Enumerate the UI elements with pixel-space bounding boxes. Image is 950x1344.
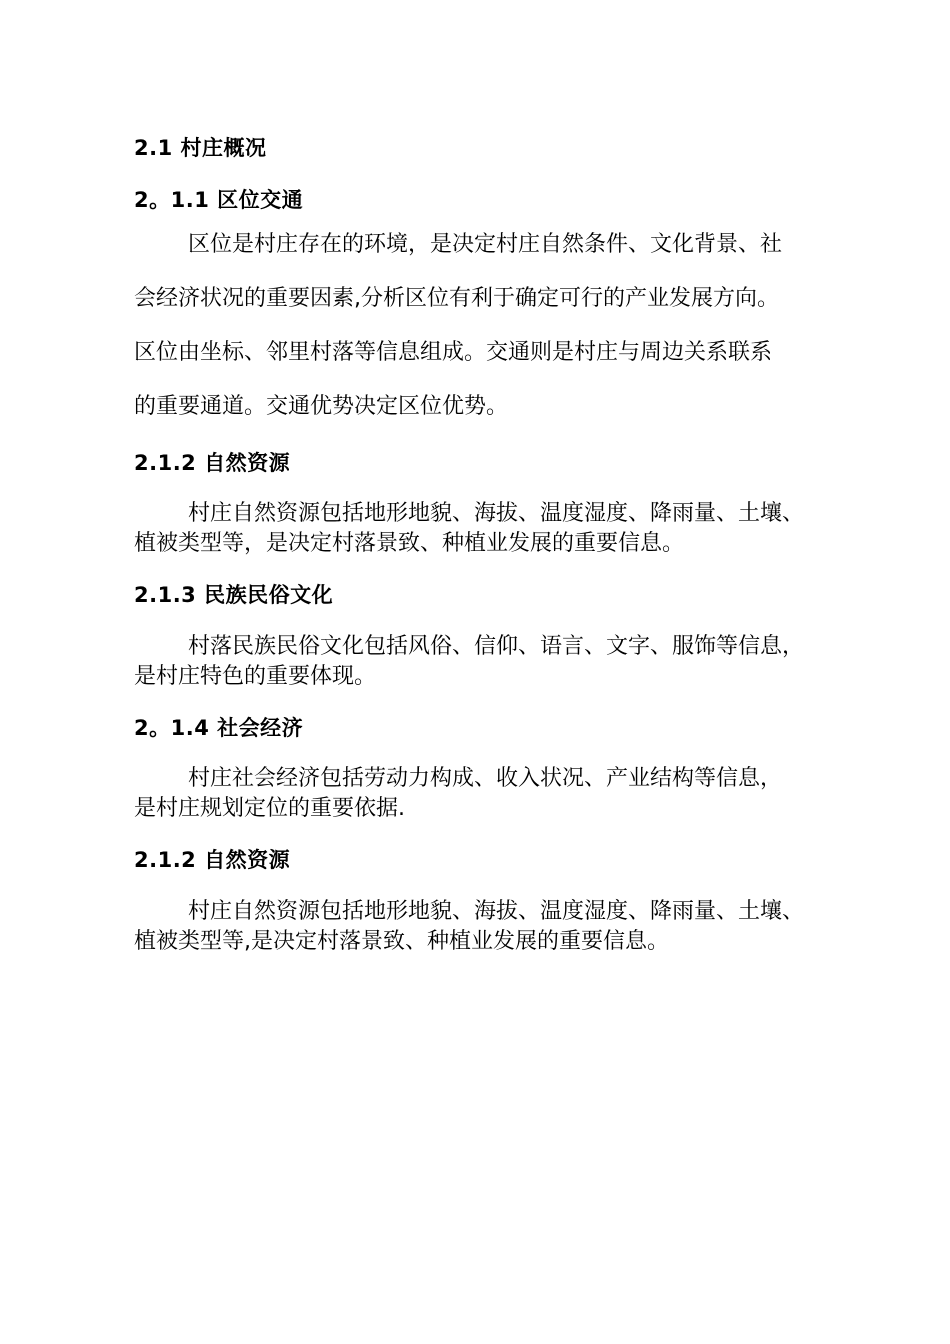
- paragraph: [134, 897, 874, 957]
- paragraph-line: 村庄社会经济包括劳动力构成、收入状况、产业结构等信息，: [188, 766, 783, 791]
- paragraph: [134, 499, 874, 559]
- paragraph: [134, 632, 874, 692]
- section-heading: 2。1.4 社会经济: [134, 716, 304, 740]
- paragraph: [134, 764, 874, 824]
- section-heading: 2.1 村庄概况: [134, 136, 267, 160]
- section-heading: 2.1.2 自然资源: [134, 451, 291, 475]
- paragraph-line: 的重要通道。交通优势决定区位优势。: [134, 394, 509, 419]
- paragraph-line: 区位是村庄存在的环境，是决定村庄自然条件、文化背景、社: [188, 232, 783, 257]
- paragraph-line: 区位由坐标、邻里村落等信息组成。交通则是村庄与周边关系联系: [134, 340, 773, 365]
- paragraph: [134, 230, 874, 430]
- paragraph-line: 植被类型等，是决定村落景致、种植业发展的重要信息。: [134, 531, 685, 556]
- paragraph-line: 村庄自然资源包括地形地貌、海拔、温度湿度、降雨量、土壤、: [188, 501, 805, 526]
- section-heading: 2。1.1 区位交通: [134, 188, 304, 212]
- paragraph-line: 会经济状况的重要因素,分析区位有利于确定可行的产业发展方向。: [134, 286, 779, 311]
- paragraph-line: 村落民族民俗文化包括风俗、信仰、语言、文字、服饰等信息，: [188, 634, 805, 659]
- section-heading: 2.1.3 民族民俗文化: [134, 583, 334, 607]
- paragraph-line: 是村庄特色的重要体现。: [134, 664, 377, 689]
- paragraph-line: 村庄自然资源包括地形地貌、海拔、温度湿度、降雨量、土壤、: [188, 899, 805, 924]
- paragraph-line: 是村庄规划定位的重要依据.: [134, 796, 405, 821]
- paragraph-line: 植被类型等,是决定村落景致、种植业发展的重要信息。: [134, 929, 669, 954]
- section-heading: 2.1.2 自然资源: [134, 848, 291, 872]
